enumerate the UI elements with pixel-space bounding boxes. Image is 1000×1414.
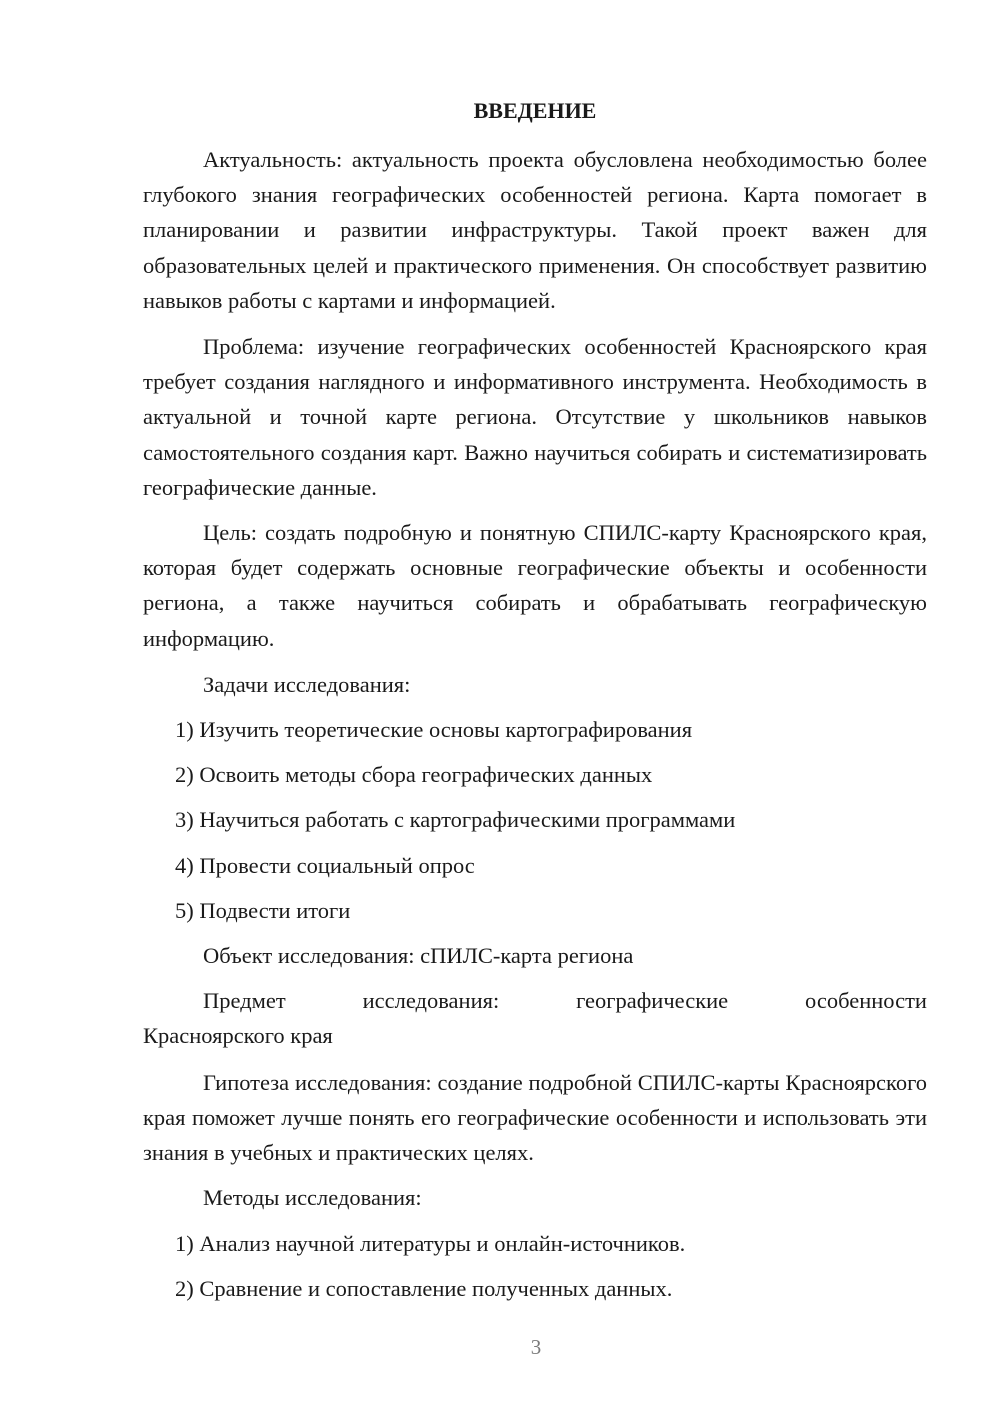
subject-word: географические: [576, 988, 729, 1013]
tasks-heading: Задачи исследования:: [203, 672, 411, 697]
goal-paragraph: Цель: создать подробную и понятную СПИЛС-карту Красноярского края, которая будет содержать основные географические объекты и особенности региона, а также научиться собирать и обрабатывать географическую информацию.: [143, 520, 927, 651]
problem-paragraph: Проблема: изучение географических особенностей Красноярского края требует создания наглядного и информативного инструмента. Необходимость в актуальной и точной карте региона. Отсутствие у школьников навыков самостоятельного создания карт. Важно научиться собирать и систематизировать географические данные.: [143, 334, 927, 500]
page-title: ВВЕДЕНИЕ: [473, 98, 597, 123]
method-item-1: 1) Анализ научной литературы и онлайн-источников.: [175, 1231, 686, 1256]
subject-word: исследования:: [362, 988, 500, 1013]
task-item-2: 2) Освоить методы сбора географических данных: [175, 762, 653, 787]
research-subject-continuation: Красноярского края: [143, 1023, 333, 1048]
subject-word: особенности: [805, 988, 927, 1013]
method-item-2: 2) Сравнение и сопоставление полученных данных.: [175, 1276, 673, 1301]
subject-word: Предмет: [203, 988, 286, 1013]
research-subject-line: [203, 986, 927, 1016]
page-number: 3: [530, 1335, 542, 1359]
hypothesis-paragraph: Гипотеза исследования: создание подробной СПИЛС-карты Красноярского края поможет лучше понять его географические особенности и использовать эти знания в учебных и практических целях.: [143, 1070, 927, 1166]
task-item-4: 4) Провести социальный опрос: [175, 853, 475, 878]
task-item-3: 3) Научиться работать с картографическими программами: [175, 807, 736, 832]
task-item-1: 1) Изучить теоретические основы картографирования: [175, 717, 693, 742]
relevance-paragraph: Актуальность: актуальность проекта обусловлена необходимостью более глубокого знания географических особенностей региона. Карта помогает в планировании и развитии инфраструктуры. Такой проект важен для образовательных целей и практического применения. Он способствует развитию навыков работы с картами и информацией.: [143, 147, 927, 313]
research-object: Объект исследования: сПИЛС-карта региона: [203, 943, 634, 968]
methods-heading: Методы исследования:: [203, 1185, 422, 1210]
task-item-5: 5) Подвести итоги: [175, 898, 351, 923]
